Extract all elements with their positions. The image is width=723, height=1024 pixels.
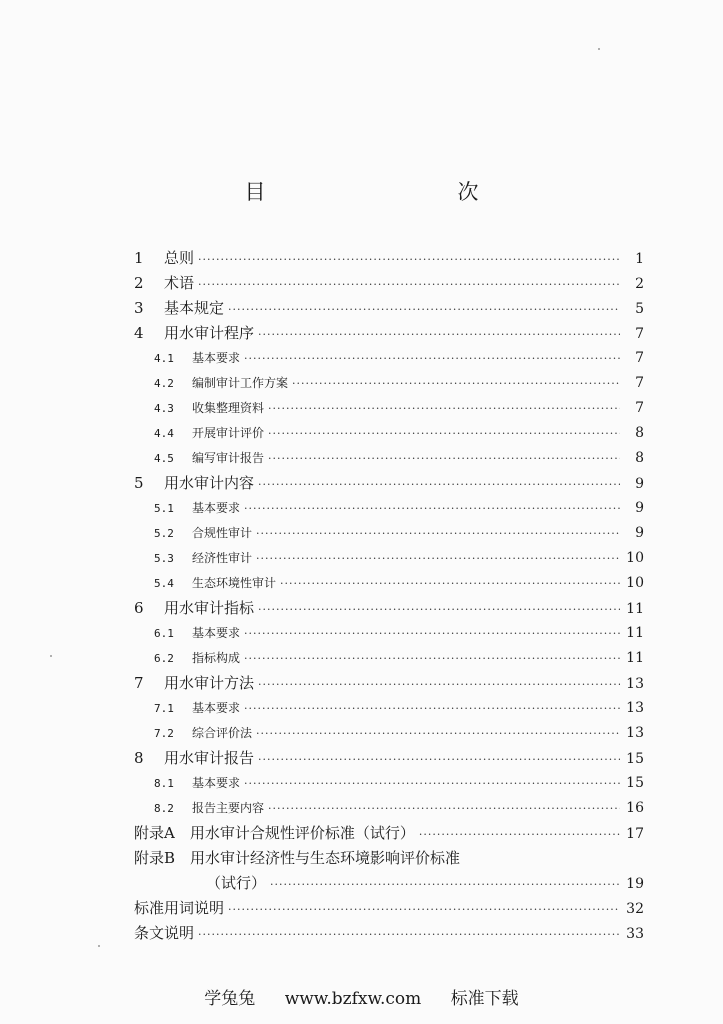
toc-entry-page: 2	[635, 276, 644, 292]
toc-leader-dots	[292, 371, 620, 396]
toc-entry-number: 5.1	[154, 502, 174, 515]
toc-entry-title: 基本要求	[192, 501, 241, 515]
toc-entry-title: 编写审计报告	[192, 451, 265, 465]
toc-leader-dots	[256, 521, 620, 546]
toc-leader-dots	[258, 747, 620, 771]
toc-entry-page: 7	[635, 375, 644, 391]
toc-leader-dots	[268, 396, 620, 421]
toc-entry[interactable]	[134, 271, 644, 296]
footer-brand: 学兔兔	[204, 989, 256, 1009]
toc-entry-title: 条文说明	[134, 924, 195, 942]
toc-entry-page: 9	[635, 525, 644, 541]
toc-entry-page: 7	[635, 326, 644, 342]
toc-entry-page: 33	[626, 926, 644, 942]
toc-entry[interactable]	[134, 596, 644, 621]
toc-leader-dots	[419, 822, 620, 846]
toc-entry-number: 4.5	[154, 452, 174, 465]
toc-leader-dots	[198, 247, 620, 271]
toc-entry-page: 15	[626, 751, 644, 767]
toc-entry-number: 4.2	[154, 377, 174, 390]
toc-entry-title: 基本要求	[192, 776, 241, 790]
toc-entry[interactable]	[134, 446, 644, 471]
toc-leader-dots	[198, 922, 620, 946]
toc-leader-dots	[256, 546, 620, 571]
toc-entry-title: 开展审计评价	[192, 426, 265, 440]
toc-entry[interactable]	[134, 621, 644, 646]
toc-entry[interactable]	[134, 246, 644, 271]
toc-entry-title: 附录B 用水审计经济性与生态环境影响评价标准	[134, 849, 461, 867]
toc-entry-title: 基本要求	[192, 351, 241, 365]
toc-entry[interactable]	[134, 346, 644, 371]
toc-entry[interactable]	[134, 546, 644, 571]
toc-entry-page: 19	[626, 876, 644, 892]
toc-entry-title: 术语	[164, 274, 195, 292]
footer	[0, 984, 723, 1009]
toc-entry-page: 10	[626, 550, 644, 566]
toc-entry-page: 10	[626, 575, 644, 591]
toc-entry-number: 4	[134, 324, 144, 342]
toc-entry[interactable]	[134, 371, 644, 396]
toc-leader-dots	[244, 771, 620, 796]
toc-entry-title: 指标构成	[192, 651, 241, 665]
toc-entry-title: 收集整理资料	[192, 401, 265, 415]
toc-entry-number: 5.3	[154, 552, 174, 565]
toc-entry-number: 7.1	[154, 702, 174, 715]
toc-leader-dots	[244, 346, 620, 371]
toc-entry[interactable]	[134, 571, 644, 596]
toc-leader-dots	[270, 872, 620, 896]
toc-entry-page: 13	[626, 676, 644, 692]
toc-leader-dots	[244, 496, 620, 521]
toc-entry-number: 4.1	[154, 352, 174, 365]
toc-entry[interactable]	[134, 921, 644, 946]
toc-entry[interactable]	[134, 521, 644, 546]
toc-leader-dots	[280, 571, 620, 596]
toc-leader-dots	[228, 297, 620, 321]
toc-entry-page: 8	[635, 450, 644, 466]
toc-entry-number: 5	[134, 474, 144, 492]
toc-entry-number: 2	[134, 274, 144, 292]
toc-entry-title: 经济性审计	[192, 551, 253, 565]
toc-entry-page: 15	[626, 775, 644, 791]
scan-speck	[98, 945, 100, 947]
toc-leader-dots	[258, 597, 620, 621]
toc-entry-number: 6.1	[154, 627, 174, 640]
toc-entry-title: 基本要求	[192, 701, 241, 715]
footer-url[interactable]: www.bzfxw.com	[284, 989, 422, 1009]
toc-leader-dots	[198, 272, 620, 296]
toc-leader-dots	[268, 446, 620, 471]
toc-entry-title: 用水审计指标	[164, 599, 255, 617]
toc-leader-dots	[244, 696, 620, 721]
toc-entry[interactable]	[134, 821, 644, 846]
toc-entry[interactable]	[134, 721, 644, 746]
toc-entry-page: 9	[635, 500, 644, 516]
toc-entry-title: 用水审计报告	[164, 749, 255, 767]
toc-entry-number: 4.3	[154, 402, 174, 415]
toc-entry[interactable]	[134, 896, 644, 921]
toc-leader-dots	[258, 322, 620, 346]
toc-entry-page: 16	[626, 800, 644, 816]
toc-entry[interactable]	[134, 696, 644, 721]
toc-entry-number: 4.4	[154, 427, 174, 440]
toc-entry-page: 11	[626, 601, 644, 617]
toc-entry-title: 编制审计工作方案	[192, 376, 289, 390]
toc-entry[interactable]	[134, 396, 644, 421]
footer-slogan: 标准下载	[450, 989, 519, 1009]
toc-entry-number: 3	[134, 299, 144, 317]
toc-entry-number: 8.2	[154, 802, 174, 815]
toc-entry-page: 17	[626, 826, 644, 842]
toc-entry[interactable]	[134, 846, 644, 871]
toc-entry-title: 用水审计程序	[164, 324, 255, 342]
toc-entry-number: 8	[134, 749, 144, 767]
toc-entry-title: 综合评价法	[192, 726, 253, 740]
toc-entry-number: 6.2	[154, 652, 174, 665]
toc-entry[interactable]	[134, 796, 644, 821]
toc-entry-title: 附录A 用水审计合规性评价标准（试行）	[134, 824, 415, 842]
toc-entry-number: 8.1	[154, 777, 174, 790]
toc-entry-title: （试行）	[206, 874, 267, 892]
toc-leader-dots	[268, 421, 620, 446]
scan-speck	[598, 48, 600, 50]
toc-entry-title: 合规性审计	[192, 526, 253, 540]
toc-entry[interactable]	[134, 646, 644, 671]
toc-leader-dots	[258, 672, 620, 696]
toc-entry-title: 报告主要内容	[192, 801, 265, 815]
toc-entry-page: 9	[635, 476, 644, 492]
toc-entry[interactable]	[134, 671, 644, 696]
toc-entry[interactable]	[134, 771, 644, 796]
toc-entry-page: 7	[635, 350, 644, 366]
toc-leader-dots	[256, 721, 620, 746]
table-of-contents	[134, 246, 644, 946]
toc-entry-number: 7.2	[154, 727, 174, 740]
toc-entry[interactable]	[134, 471, 644, 496]
toc-entry-page: 8	[635, 425, 644, 441]
toc-entry-title: 用水审计方法	[164, 674, 255, 692]
scan-speck	[50, 655, 52, 657]
toc-entry-number: 1	[134, 249, 144, 267]
toc-entry[interactable]	[134, 496, 644, 521]
toc-entry-page: 5	[635, 301, 644, 317]
toc-entry-page: 7	[635, 400, 644, 416]
toc-entry-title: 生态环境性审计	[192, 576, 277, 590]
toc-entry-number: 5.4	[154, 577, 174, 590]
toc-entry[interactable]	[134, 746, 644, 771]
toc-leader-dots	[258, 472, 620, 496]
toc-entry-page: 1	[635, 251, 644, 267]
toc-entry-page: 32	[626, 901, 644, 917]
toc-entry-title: 用水审计内容	[164, 474, 255, 492]
toc-entry-number: 5.2	[154, 527, 174, 540]
toc-leader-dots	[244, 621, 620, 646]
toc-entry-page: 13	[626, 700, 644, 716]
toc-entry-number: 6	[134, 599, 144, 617]
toc-leader-dots	[244, 646, 620, 671]
toc-entry-title: 基本规定	[164, 299, 225, 317]
toc-entry-page: 13	[626, 725, 644, 741]
toc-leader-dots	[228, 897, 620, 921]
toc-entry-page: 11	[626, 650, 644, 666]
toc-entry[interactable]	[134, 421, 644, 446]
page-title: 目 次	[244, 180, 529, 204]
toc-entry[interactable]	[134, 321, 644, 346]
toc-entry-title: 基本要求	[192, 626, 241, 640]
toc-entry-title: 标准用词说明	[134, 899, 225, 917]
toc-leader-dots	[268, 796, 620, 821]
toc-entry[interactable]	[134, 296, 644, 321]
toc-entry-number: 7	[134, 674, 144, 692]
toc-entry-title: 总则	[164, 249, 195, 267]
toc-entry[interactable]	[134, 871, 644, 896]
toc-entry-page: 11	[626, 625, 644, 641]
